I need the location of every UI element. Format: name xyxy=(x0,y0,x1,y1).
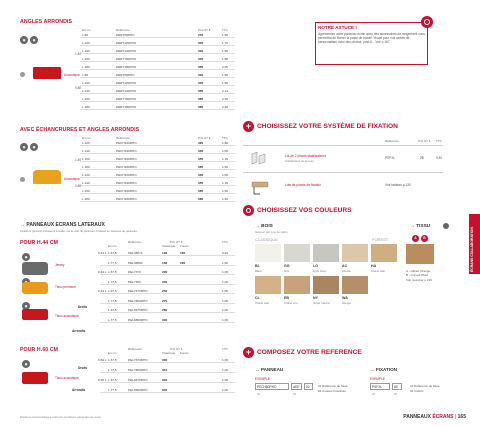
rating-icon: ◉ xyxy=(30,36,38,44)
table-row: L.120 PERT120RHO 335 1,95 xyxy=(80,80,235,86)
lateraux-subtitle: Fixations (pinces) incluses à installer sur le côté du panneau. Fixation en dessous du panneau. xyxy=(20,229,138,233)
color-swatch[interactable] xyxy=(342,244,368,262)
color-swatch[interactable] xyxy=(313,244,339,262)
table-row: L.77,5 PEL7880RHO 310 1,06 xyxy=(100,367,235,373)
fix-code-box: PSFXL xyxy=(370,383,390,390)
plus-icon: + xyxy=(243,121,254,132)
table-row: L.140 PERT140RHO 320 1,80 xyxy=(80,48,235,54)
color-swatch[interactable] xyxy=(371,244,397,262)
h60-title: POUR H.60 CM xyxy=(20,347,59,353)
table-row: L.80 PERT80RHO 320 1,80 xyxy=(80,72,235,78)
color-swatch[interactable] xyxy=(255,276,281,294)
table-row: 0,60 L L.67,5 PEL6676RHO 320 1,06 xyxy=(100,377,235,383)
bullet-icon xyxy=(20,177,25,182)
swatch-name: Chêne clair xyxy=(371,269,386,273)
fabric-badge-b: B xyxy=(421,235,428,242)
swatch-name: Noyer naturel xyxy=(313,301,330,305)
panel-grey-image xyxy=(22,262,48,275)
swatch-code: BL xyxy=(255,264,260,268)
swatch-name: Chêne eco xyxy=(284,301,298,305)
page-footer: PANNEAUX ÉCRANS | 165 xyxy=(403,414,466,420)
table-row: 0,44 L L.67,5 PEL7370 200 1,06 xyxy=(100,269,235,275)
rating-icon: ◉ xyxy=(20,143,28,151)
clamp-image xyxy=(250,180,270,196)
ref-code-box: AEE xyxy=(291,383,302,390)
table-row: L.80 PERT80RHO 276 1,56 xyxy=(80,32,235,38)
ref-code-box: PECH80RHO xyxy=(255,383,289,390)
clamp-image xyxy=(250,150,268,166)
table-row: L.180 PERT180RHO 350 2,05 xyxy=(80,64,235,70)
panel-red-image xyxy=(22,372,48,384)
side-tab: ÉCRANS COLLABORATION xyxy=(469,214,480,274)
color-swatch[interactable] xyxy=(342,276,368,294)
swatches-top xyxy=(255,244,405,274)
swatch-name: Gris xyxy=(284,269,290,273)
section-title-lateraux: → PANNEAUX ECRANS LATERAUX xyxy=(20,222,105,228)
table-row: L.180 PECH180RHO 365 2,30 xyxy=(80,164,235,170)
fabric-swatch xyxy=(406,244,434,264)
product-label: Acoustique xyxy=(64,73,80,77)
info-icon xyxy=(443,223,449,229)
rating-icon: ◉ xyxy=(30,143,38,151)
color-swatch[interactable] xyxy=(313,276,339,294)
table-row: L.180 PECH180RHO 380 2,48 xyxy=(80,196,235,202)
section-title-echancrures: AVEC ÉCHANCRURES ET ANGLES ARRONDIS xyxy=(20,127,140,133)
astuce-title: NOTRE ASTUCE ! xyxy=(318,25,357,30)
table-echancrures: En cm Référence Prix HT € TTC L.120 PECH120RHO 320 1,80 L.140 PECH140RHO 335 2,00 L.160 PECH160RHO 350 2,15 L.180 PECH180RHO 365 2,30 L.120 PECH120RHO 335 2,00 L.140 PECH140RHO 350 2,15 L.160 PECH160RHO 365 2,30 L.180 PECH180RHO 380 2,48 xyxy=(80,136,235,211)
table-h44: En cm Référence Prix HT € TTC Classique Forest 0,44 L L.67,5 PEL38874 130 160 0,94 L.77,5 PEL38880 130 160 1,06 0,44 L L.67,5 PEL7370 200 1,06 L.77,5 PEL7383 230 1,06 0,44 L L.67,5 PEL7676RHO 250 1,06 L.77,5 PEL7880RHO 270 1,06 L.67,5 PEL6676RHO 280 1,06 L.77,5 PEL6880RHO 300 1,06 xyxy=(100,240,235,328)
table-row: L.140 PECH140RHO 335 2,00 xyxy=(80,148,235,154)
table-h60: En cm Référence Prix HT € TTC Classique Forest 0,60 L L.67,5 PEL7670RHO 300 1,06 L.77,5 PEL7880RHO 310 1,06 0,60 L L.67,5 PEL6676RHO 320 1,06 L.77,5 PEL6680RHO 340 1,06 xyxy=(100,347,235,407)
table-row: L.140 PERT140RHO 350 2,14 xyxy=(80,88,235,94)
swatch-code: WA xyxy=(342,296,348,300)
product-label: Acoustique xyxy=(64,177,80,181)
rating-icon: ◉ xyxy=(22,302,30,310)
color-swatch[interactable] xyxy=(284,244,310,262)
swatch-name: Chêne clair xyxy=(255,301,270,305)
table-row: L.180 PERT180RHO 380 2,48 xyxy=(80,104,235,110)
bullet-icon xyxy=(20,72,25,77)
color-swatch[interactable] xyxy=(284,276,310,294)
table-row: L.77,5 PEL6880RHO 300 1,06 xyxy=(100,317,235,323)
table-row: L.120 PECH120RHO 335 2,00 xyxy=(80,172,235,178)
fabric-badge-a: A xyxy=(412,235,419,242)
astuce-text: Agrémentez votre panneau écran avec des accessoires de rangement vous permettra de libérer la poste de travail. Visuel pour vos rames de personnaliser avec des photos, post-it... Voir p.167 xyxy=(318,32,425,45)
section-title-arrondis: ANGLES ARRONDIS xyxy=(20,19,73,25)
rating-icon: ◉ xyxy=(22,253,30,261)
table-row: L.140 PECH140RHO 350 2,15 xyxy=(80,180,235,186)
table-row: L.77,5 PEL6680RHO 340 1,06 xyxy=(100,387,235,393)
table-row: L.77,5 PEL7383 230 1,06 xyxy=(100,279,235,285)
fix-code-box: AE xyxy=(392,383,402,390)
swatch-name: Wenge xyxy=(342,301,351,305)
astuce-icon xyxy=(421,16,433,28)
swatch-code: HA xyxy=(371,264,377,268)
swatch-code: EB xyxy=(284,296,289,300)
table-row: L.120 PECH120RHO 320 1,80 xyxy=(80,140,235,146)
swatch-code: GG xyxy=(284,264,290,268)
table-row: 0,60 L L.67,5 PEL7670RHO 300 1,06 xyxy=(100,357,235,363)
table-arrondis: En cm Référence Prix HT € TTC L.80 PERT80RHO 276 1,56 L.120 PERT120RHO 305 1,72 L.140 PERT140RHO 320 1,80 L.160 PERT160RHO 335 1,88 L.180 PERT180RHO 350 2,05 L.80 PERT80RHO 320 1,80 L.120 PERT120RHO 335 1,95 L.140 PERT140RHO 350 2,14 L.160 PERT160RHO 365 2,30 L.180 PERT180RHO 380 2,48 xyxy=(80,28,235,118)
plus-icon: + xyxy=(243,347,254,358)
fixation-title: CHOISISSEZ VOTRE SYSTÈME DE FIXATION xyxy=(257,123,398,130)
swatches-bottom xyxy=(255,276,375,306)
swatch-code: CL xyxy=(255,296,260,300)
table-row: 0,44 L L.67,5 PEL7676RHO 250 1,06 xyxy=(100,288,235,294)
astuce-box xyxy=(315,22,428,65)
swatch-code: NY xyxy=(313,296,318,300)
color-swatch[interactable] xyxy=(255,244,281,262)
rating-icon: ◉ xyxy=(20,36,28,44)
table-row: L.77,5 PEL7880RHO 270 1,06 xyxy=(100,298,235,304)
table-row: L.67,5 PEL6676RHO 280 1,06 xyxy=(100,307,235,313)
panel-red-image xyxy=(33,67,61,79)
panel-orange-image xyxy=(33,170,61,184)
table-row: L.160 PECH160RHO 365 2,30 xyxy=(80,188,235,194)
rating-icon: ◉ xyxy=(22,360,30,368)
table-row: L.160 PERT160RHO 335 1,88 xyxy=(80,56,235,62)
couleurs-title: CHOISISSEZ VOS COULEURS xyxy=(257,207,352,214)
ref-code-box: 02 xyxy=(304,383,313,390)
swatch-name: Light Grey xyxy=(313,269,326,273)
reference-title: COMPOSEZ VOTRE REFERENCE xyxy=(257,349,362,356)
swatch-code: LG xyxy=(313,264,318,268)
table-row: L.77,5 PEL38880 130 160 1,06 xyxy=(100,260,235,266)
panel-orange-image xyxy=(22,282,48,294)
table-row: L.120 PERT120RHO 305 1,72 xyxy=(80,40,235,46)
table-row: 0,44 L L.67,5 PEL38874 130 160 0,94 xyxy=(100,250,235,256)
h44-title: POUR H.44 CM xyxy=(20,240,59,246)
swatch-name: Acacia xyxy=(342,269,351,273)
table-row: L.160 PECH160RHO 350 2,15 xyxy=(80,156,235,162)
palette-icon xyxy=(243,205,254,216)
swatch-name: Blanc xyxy=(255,269,262,273)
swatch-code: AC xyxy=(342,264,348,268)
table-row: L.160 PERT160RHO 365 2,30 xyxy=(80,96,235,102)
footnote: Délais et caractéristiques selon les conditions générales de vente xyxy=(20,415,102,419)
panel-red-image xyxy=(22,309,48,320)
